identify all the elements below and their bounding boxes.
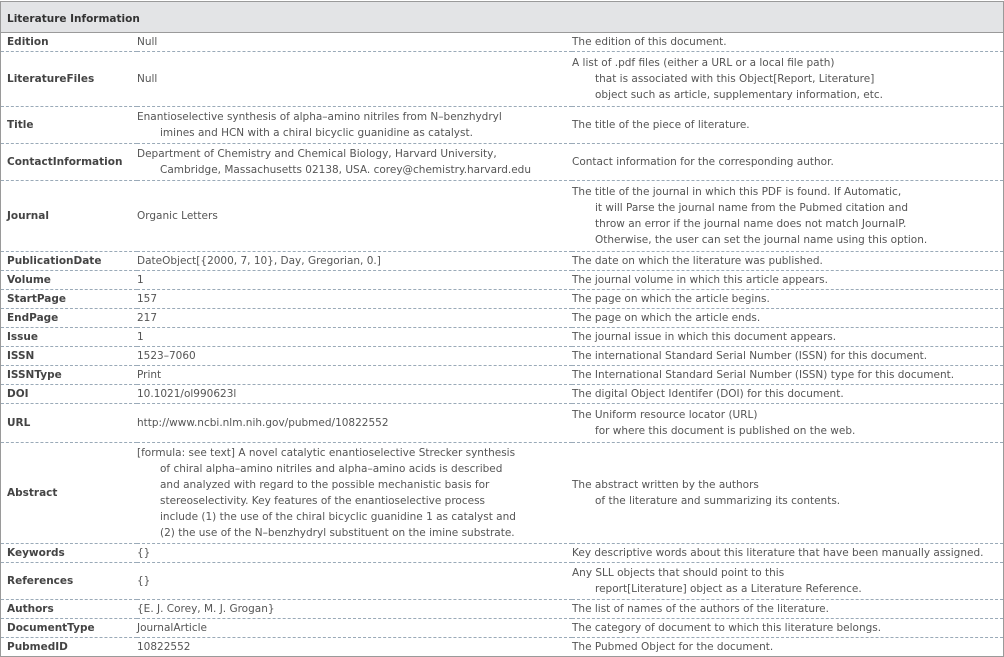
field-description (572, 144, 1003, 181)
field-description (572, 107, 1003, 144)
field-name: ISSNType (1, 366, 137, 385)
value-line: stereoselectivity. Key features of the enantioselective process (160, 495, 486, 507)
description-line: Otherwise, the user can set the journal name using this option. (595, 234, 928, 246)
table-row-issn (1, 347, 1003, 366)
value-line: 1 (137, 331, 144, 343)
field-value (137, 328, 572, 347)
description-line: The digital Object Identifer (DOI) for this document. (572, 388, 844, 400)
field-description (572, 290, 1003, 309)
field-value (137, 600, 572, 619)
description-line: The category of document to which this literature belongs. (572, 622, 882, 634)
value-line: Null (137, 36, 158, 48)
field-value (137, 638, 572, 657)
description-line: The International Standard Serial Number (ISSN) type for this document. (572, 369, 955, 381)
field-name: Keywords (1, 544, 137, 563)
panel-title: Literature Information (1, 2, 1003, 33)
value-line: DateObject[{2000, 7, 10}, Day, Gregorian, 0.] (137, 255, 381, 267)
table-row-references (1, 563, 1003, 600)
field-description (572, 385, 1003, 404)
value-line: 217 (137, 312, 158, 324)
field-name: Issue (1, 328, 137, 347)
field-name: LiteratureFiles (1, 52, 137, 107)
field-description (572, 404, 1003, 443)
description-line: The Uniform resource locator (URL) (572, 409, 758, 421)
field-description (572, 638, 1003, 657)
value-line: Organic Letters (137, 210, 218, 222)
description-line: The international Standard Serial Number (ISSN) for this document. (572, 350, 928, 362)
value-line: and analyzed with regard to the possible mechanistic basis for (160, 479, 490, 491)
value-line: 1523–7060 (137, 350, 196, 362)
table-row-abstract (1, 443, 1003, 544)
field-name: Journal (1, 181, 137, 252)
field-name: EndPage (1, 309, 137, 328)
field-description (572, 309, 1003, 328)
description-line: The journal issue in which this document appears. (572, 331, 837, 343)
field-value (137, 619, 572, 638)
field-description (572, 366, 1003, 385)
field-value (137, 52, 572, 107)
description-line: The edition of this document. (572, 36, 727, 48)
value-line: Department of Chemistry and Chemical Biology, Harvard University, (137, 148, 497, 160)
value-line: JournalArticle (137, 622, 207, 634)
field-name: StartPage (1, 290, 137, 309)
field-value (137, 385, 572, 404)
field-value (137, 290, 572, 309)
value-line: [formula: see text] A novel catalytic enantioselective Strecker synthesis (137, 447, 516, 459)
literature-information-panel (0, 1, 1004, 657)
field-description (572, 544, 1003, 563)
table-row-issue (1, 328, 1003, 347)
field-name: Volume (1, 271, 137, 290)
table-row-volume (1, 271, 1003, 290)
table-row-pubmedid (1, 638, 1003, 657)
table-row-documenttype (1, 619, 1003, 638)
value-line: include (1) the use of the chiral bicyclic guanidine 1 as catalyst and (160, 511, 516, 523)
value-line: {} (137, 547, 151, 559)
field-value (137, 404, 572, 443)
description-line: it will Parse the journal name from the Pubmed citation and (595, 202, 909, 214)
value-line: 10822552 (137, 641, 191, 653)
field-description (572, 443, 1003, 544)
value-line: Print (137, 369, 162, 381)
description-line: of the literature and summarizing its contents. (595, 495, 841, 507)
value-line: of chiral alpha–amino nitriles and alpha–amino acids is described (160, 463, 503, 475)
description-line: object such as article, supplementary information, etc. (595, 89, 883, 101)
field-description (572, 619, 1003, 638)
description-line: The title of the piece of literature. (572, 119, 750, 131)
table-row-doi (1, 385, 1003, 404)
field-name: References (1, 563, 137, 600)
field-name: DocumentType (1, 619, 137, 638)
field-description (572, 347, 1003, 366)
description-line: Contact information for the corresponding author. (572, 156, 834, 168)
value-line: {} (137, 575, 151, 587)
field-name: Edition (1, 33, 137, 52)
field-value (137, 366, 572, 385)
field-name: Authors (1, 600, 137, 619)
field-value (137, 544, 572, 563)
field-description (572, 563, 1003, 600)
value-line: Cambridge, Massachusetts 02138, USA. corey@chemistry.harvard.edu (160, 164, 531, 176)
description-line: The title of the journal in which this PDF is found. If Automatic, (572, 186, 902, 198)
description-line: that is associated with this Object[Report, Literature] (595, 73, 875, 85)
table-row-endpage (1, 309, 1003, 328)
field-value (137, 252, 572, 271)
value-line: 157 (137, 293, 158, 305)
value-line: imines and HCN with a chiral bicyclic guanidine as catalyst. (160, 127, 473, 139)
field-name: Title (1, 107, 137, 144)
table-row-literaturefiles (1, 52, 1003, 107)
value-line: (2) the use of the N–benzhydryl substituent on the imine substrate. (160, 527, 515, 539)
field-name: ContactInformation (1, 144, 137, 181)
field-value (137, 443, 572, 544)
description-line: throw an error if the journal name does not match JournalP. (595, 218, 907, 230)
field-name: DOI (1, 385, 137, 404)
field-value (137, 107, 572, 144)
field-description (572, 33, 1003, 52)
table-row-authors (1, 600, 1003, 619)
field-value (137, 181, 572, 252)
value-line: {E. J. Corey, M. J. Grogan} (137, 603, 275, 615)
table-row-title (1, 107, 1003, 144)
description-line: The page on which the article begins. (572, 293, 770, 305)
field-value (137, 347, 572, 366)
table-row-url (1, 404, 1003, 443)
description-line: report[Literature] object as a Literature Reference. (595, 583, 862, 595)
description-line: Key descriptive words about this literature that have been manually assigned. (572, 547, 984, 559)
description-line: for where this document is published on the web. (595, 425, 856, 437)
table-row-edition (1, 33, 1003, 52)
field-value (137, 563, 572, 600)
value-line: 10.1021/ol990623l (137, 388, 237, 400)
value-line: http://www.ncbi.nlm.nih.gov/pubmed/10822552 (137, 417, 389, 429)
field-description (572, 181, 1003, 252)
field-name: PublicationDate (1, 252, 137, 271)
field-name: PubmedID (7, 641, 68, 653)
description-line: The date on which the literature was published. (572, 255, 823, 267)
description-line: The journal volume in which this article appears. (572, 274, 828, 286)
literature-table (1, 33, 1003, 656)
table-row-issntype (1, 366, 1003, 385)
value-line: 1 (137, 274, 144, 286)
field-name: Abstract (1, 443, 137, 544)
description-line: The list of names of the authors of the literature. (572, 603, 829, 615)
table-row-keywords (1, 544, 1003, 563)
field-description (572, 252, 1003, 271)
description-line: The abstract written by the authors (572, 479, 759, 491)
value-line: Enantioselective synthesis of alpha–amino nitriles from N–benzhydryl (137, 111, 502, 123)
table-row-journal (1, 181, 1003, 252)
field-value (137, 33, 572, 52)
table-row-contactinformation (1, 144, 1003, 181)
value-line: Null (137, 73, 158, 85)
field-value (137, 144, 572, 181)
field-name: ISSN (1, 347, 137, 366)
field-description (572, 600, 1003, 619)
description-line: The Pubmed Object for the document. (572, 641, 774, 653)
field-description (572, 271, 1003, 290)
field-description (572, 328, 1003, 347)
field-description (572, 52, 1003, 107)
field-name: URL (1, 404, 137, 443)
table-row-publicationdate (1, 252, 1003, 271)
description-line: A list of .pdf files (either a URL or a local file path) (572, 57, 835, 69)
field-value (137, 271, 572, 290)
description-line: Any SLL objects that should point to this (572, 567, 785, 579)
description-line: The page on which the article ends. (572, 312, 761, 324)
field-value (137, 309, 572, 328)
table-row-startpage (1, 290, 1003, 309)
